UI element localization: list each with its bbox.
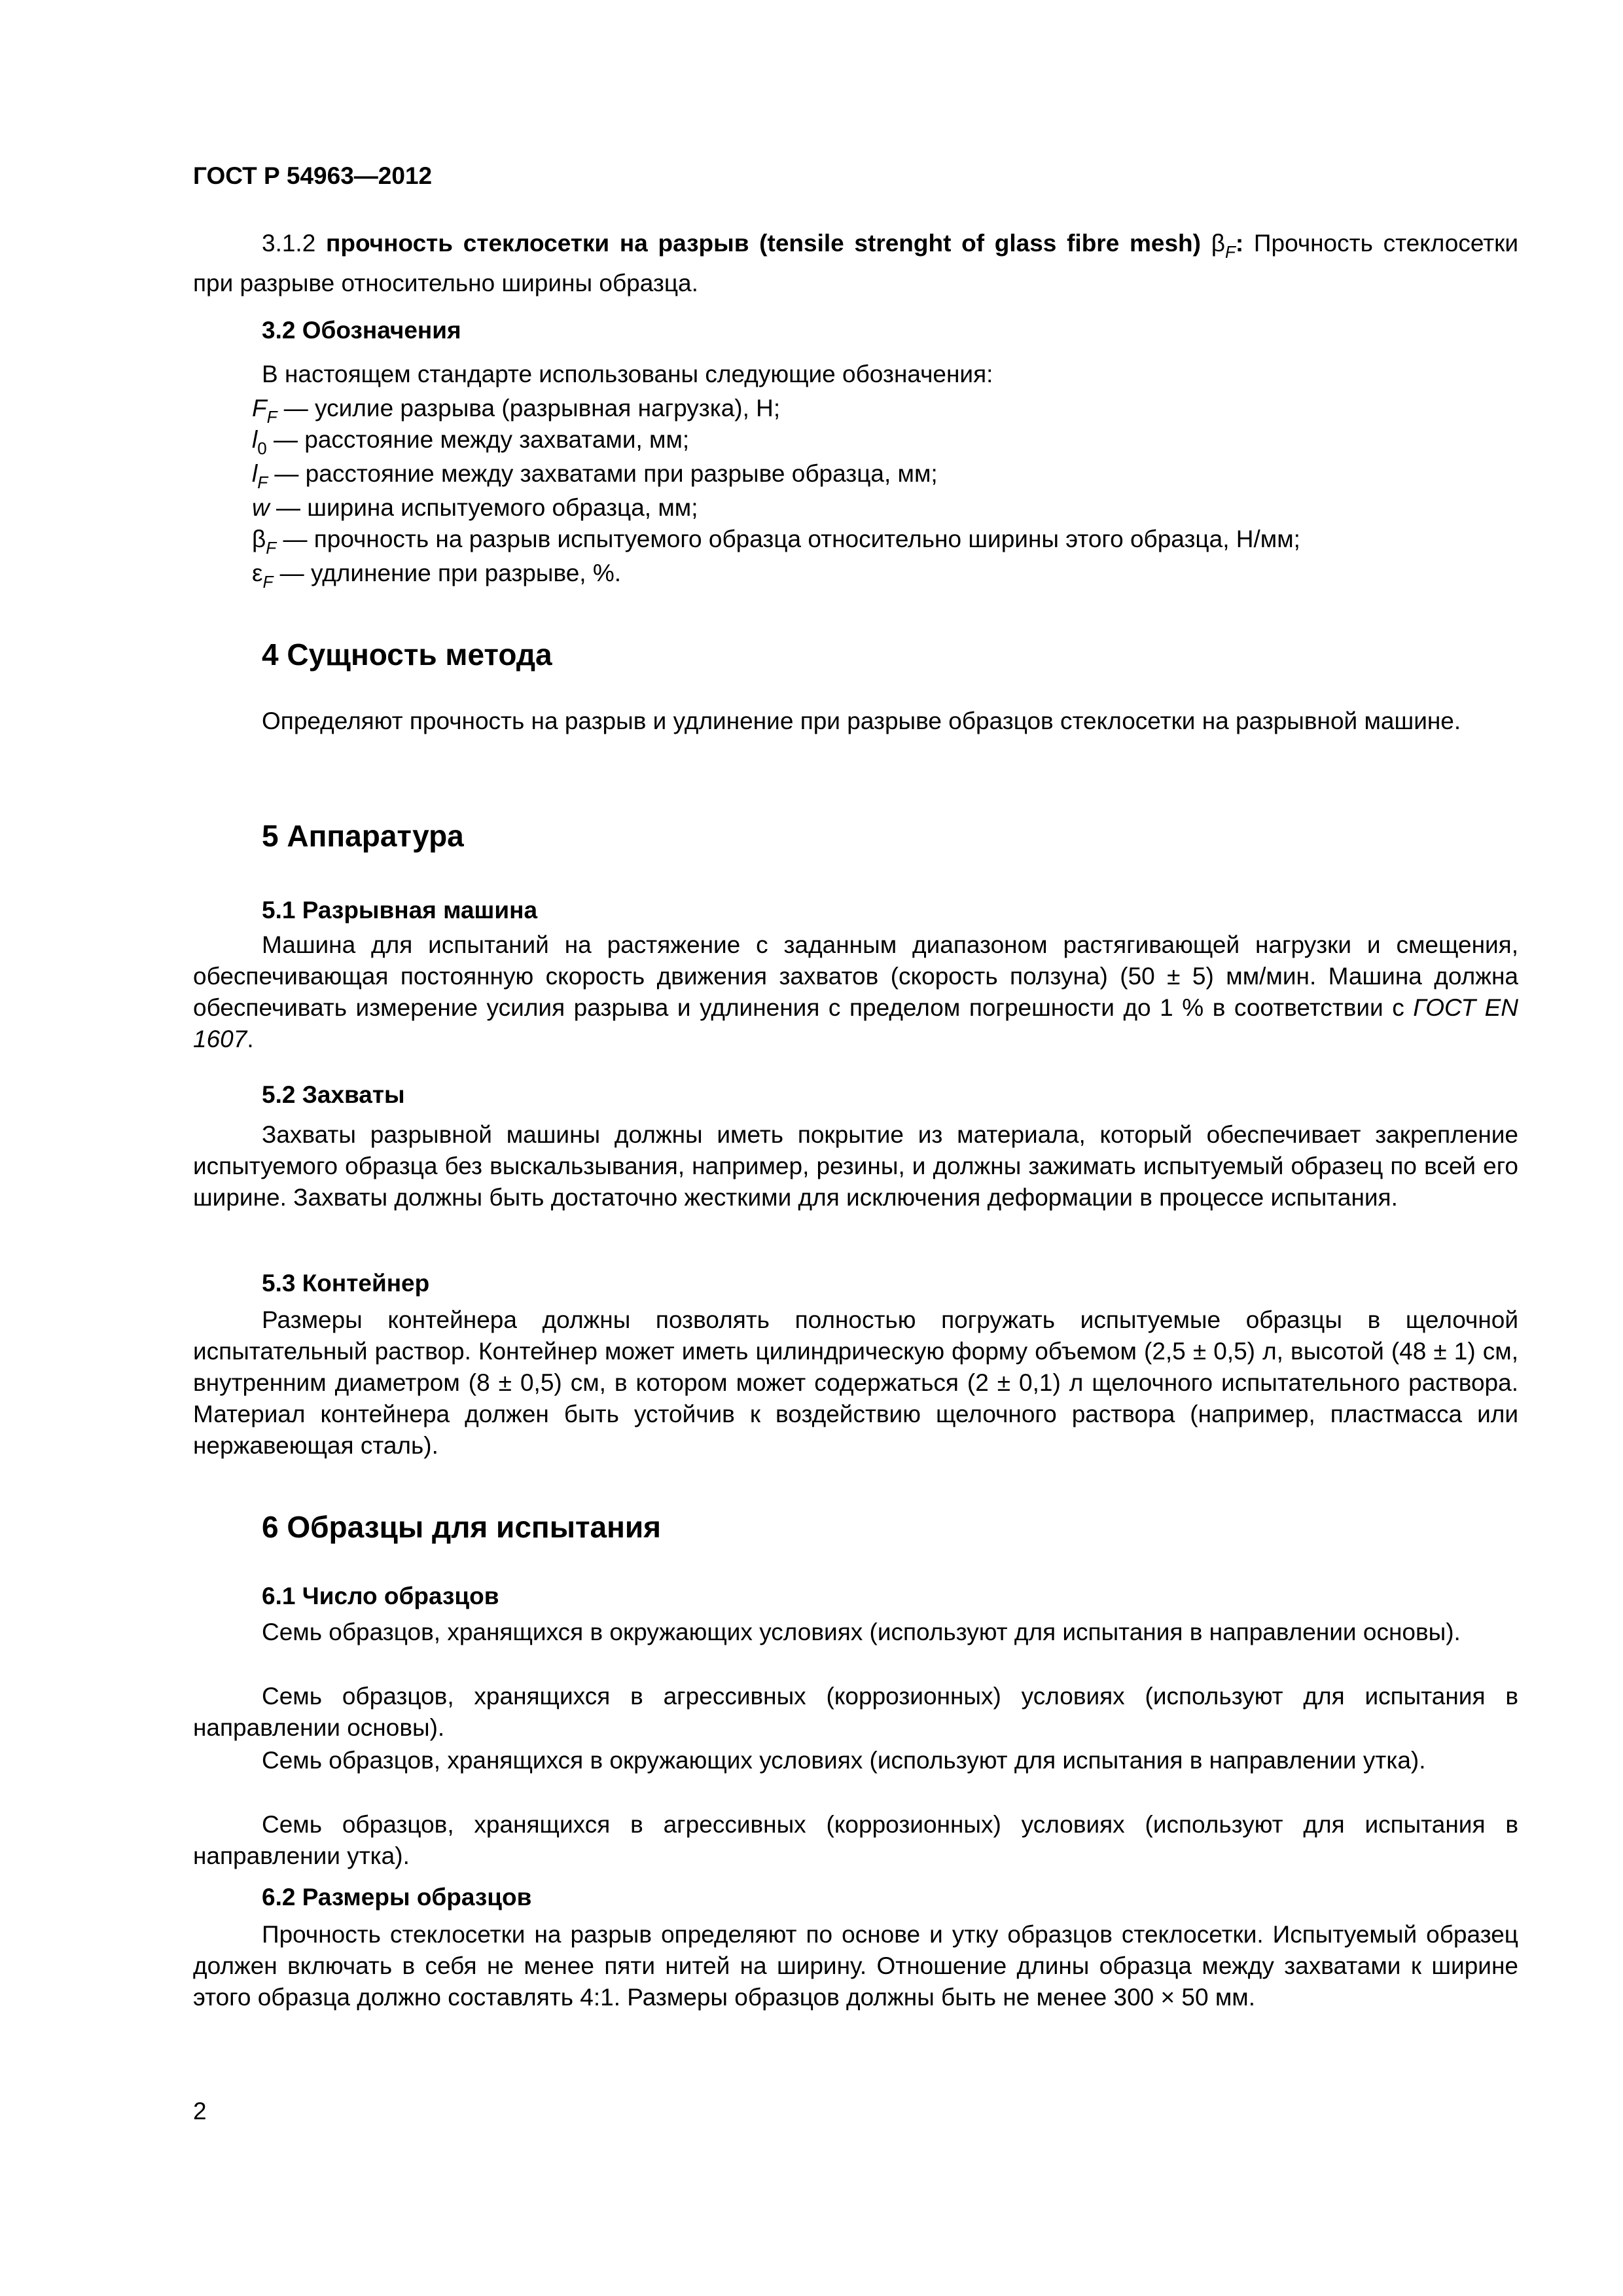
symbol-description: — расстояние между захватами, мм; — [266, 426, 690, 453]
document-header: ГОСТ Р 54963—2012 — [193, 162, 433, 189]
section-6-1-title: 6.1 Число образцов — [262, 1583, 499, 1609]
symbol-subscript: F — [262, 572, 274, 592]
term-colon: : — [1235, 230, 1244, 257]
symbol-item — [193, 558, 1577, 598]
clause-3-1-2 — [193, 228, 1518, 299]
section-4-text: Определяют прочность на разрыв и удлинение при разрыве образцов стеклосетки на разрывной машине. — [262, 708, 1461, 734]
symbol: β — [252, 526, 266, 552]
section-5-3-text: Размеры контейнера должны позволять полностью погружать испытуемые образцы в щелочной испытательный раствор. Контейнер может иметь цилиндрическую форму объемом (2,5 ± 0,5) л, высотой (48 ± 1) см, внутренним диаметром (8 ± 0,5) см, в котором может содержаться (2 ± 0,1) л щелочного испытательного раствора. Материал контейнера должен быть устойчив к воздействию щелочного раствора (например, пластмасса или нержавеющая сталь). — [193, 1306, 1518, 1459]
clause-number: 3.1.2 — [262, 230, 316, 257]
symbol-subscript: F — [266, 538, 277, 558]
term-symbol: β — [1211, 230, 1225, 257]
section-5-2-text: Захваты разрывной машины должны иметь покрытие из материала, который обеспечивает закрепление испытуемого образца без выскальзывания, например, резины, и должны зажимать испытуемый образец по всей его ширине. Захваты должны быть достаточно жесткими для исключения деформации в процессе испытания. — [193, 1121, 1518, 1211]
section-5-title: 5 Аппаратура — [262, 819, 464, 853]
symbol-subscript: F — [257, 473, 268, 492]
symbol: w — [252, 494, 270, 521]
section-5-3-title: 5.3 Контейнер — [262, 1270, 430, 1297]
section-5-2-title: 5.2 Захваты — [262, 1081, 405, 1108]
section-4-title: 4 Сущность метода — [262, 637, 552, 672]
section-6-title: 6 Образцы для испытания — [262, 1510, 661, 1544]
symbol: l — [252, 426, 258, 453]
definition-text: Прочность стеклосетки при разрыве относительно ширины образца. — [193, 230, 1519, 296]
term-symbol-subscript: F — [1224, 242, 1236, 262]
symbol-description: — прочность на разрыв испытуемого образца относительно ширины этого образца, Н/мм; — [276, 526, 1300, 552]
page-number: 2 — [193, 2098, 207, 2125]
symbol-description: — расстояние между захватами при разрыве образца, мм; — [268, 460, 938, 487]
symbol-description: — ширина испытуемого образца, мм; — [269, 494, 698, 521]
symbols-intro: В настоящем стандарте использованы следующие обозначения: — [262, 361, 993, 387]
symbol: ε — [252, 560, 263, 586]
section-5-1-end: . — [247, 1026, 254, 1052]
section-5-1-body: Машина для испытаний на растяжение с заданным диапазоном растягивающей нагрузки и смещения, обеспечивающая постоянную скорость движения захватов (скорость ползуна) (50 ± 5) мм/мин. Машина должна обеспечивать измерение усилия разрыва и удлинения с пределом погрешности до 1 % в соответствии с — [193, 931, 1518, 1021]
section-6-2-title: 6.2 Размеры образцов — [262, 1884, 532, 1910]
section-6-2-text: Прочность стеклосетки на разрыв определяют по основе и утку образцов стеклосетки. Испытуемый образец должен включать в себя не менее пяти нитей на ширину. Отношение длины образца между захватами к ширине этого образца должно составлять 4:1. Размеры образцов должны быть не менее 300 × 50 мм. — [193, 1921, 1518, 2011]
symbol-description: — удлинение при разрыве, %. — [273, 560, 622, 586]
section-3-2-title: 3.2 Обозначения — [262, 317, 461, 344]
section-6-1-para: Семь образцов, хранящихся в агрессивных (коррозионных) условиях (используют для испытания в направлении основы). — [193, 1683, 1518, 1741]
section-6-1-para: Семь образцов, хранящихся в агрессивных (коррозионных) условиях (используют для испытания в направлении утка). — [193, 1811, 1518, 1869]
symbol-subscript: 0 — [257, 439, 267, 458]
term: прочность стеклосетки на разрыв (tensile strenght of glass fibre mesh) — [326, 230, 1201, 257]
symbol: l — [252, 460, 258, 487]
standard-reference: ГОСТ EN 1607 — [193, 994, 1519, 1052]
symbol: F — [252, 395, 267, 422]
symbol-subscript: F — [266, 407, 277, 427]
symbol-description: — усилие разрыва (разрывная нагрузка), Н; — [277, 395, 781, 422]
section-5-1-title: 5.1 Разрывная машина — [262, 897, 538, 924]
section-5-1-text — [193, 929, 1518, 1055]
section-6-1-para: Семь образцов, хранящихся в окружающих условиях (используют для испытания в направлении утка). — [262, 1747, 1426, 1774]
section-6-1-para: Семь образцов, хранящихся в окружающих условиях (используют для испытания в направлении основы). — [262, 1619, 1461, 1645]
